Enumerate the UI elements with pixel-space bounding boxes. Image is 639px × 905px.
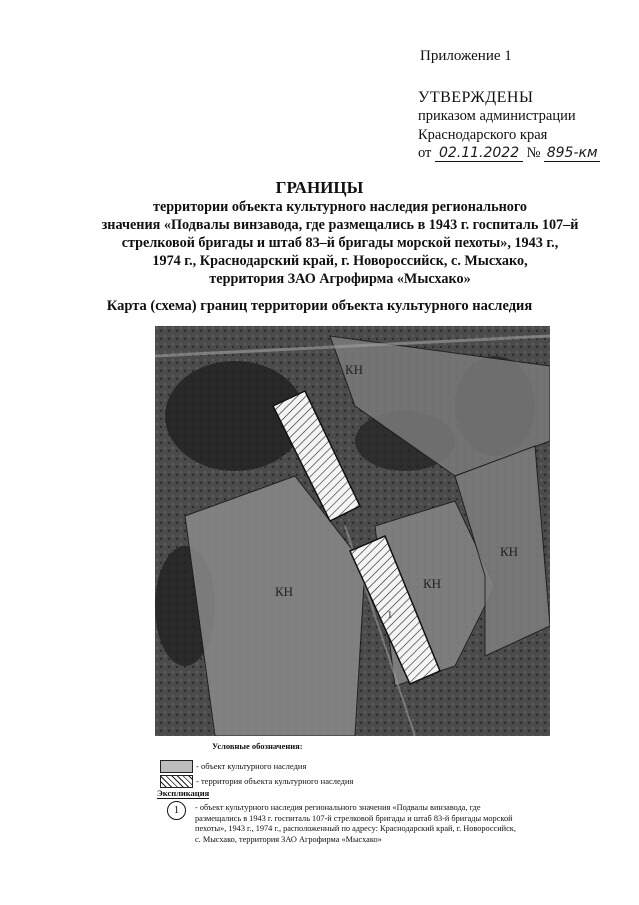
legend-object-swatch: [160, 760, 193, 773]
legend-object-label: - объект культурного наследия: [196, 761, 307, 771]
map-object-marker: 1: [387, 609, 393, 621]
explication-title: Экспликация: [157, 788, 210, 798]
explication-line: размещались в 1943 г. госпиталь 107-й стрелковой бригады и штаб 83-й бригады морской: [195, 813, 513, 823]
map-label-kn: КН: [500, 544, 519, 559]
explication-line: - объект культурного наследия регионального значения «Подвалы винзавода, где: [195, 803, 481, 812]
aerial-map-image: [155, 326, 550, 736]
subject-line: стрелковой бригады и штаб 83–й бригады морской пехоты», 1943 г.,: [121, 235, 559, 251]
date-value: 02.11.2022: [435, 145, 523, 162]
explication-text: [195, 803, 535, 845]
explication-line: с. Мысхако, территория ЗАО Агрофирма «Мысхако»: [195, 834, 382, 844]
aerial-map: [155, 326, 550, 736]
subject-line: значения «Подвалы винзавода, где размещались в 1943 г. госпиталь 107–й: [101, 217, 579, 233]
legend-territory-label: - территория объекта культурного наследия: [196, 776, 354, 786]
subject-line: территории объекта культурного наследия регионального: [152, 199, 528, 215]
map-label-kn: КН: [423, 576, 442, 591]
subject-line: территория ЗАО Агрофирма «Мысхако»: [209, 271, 471, 287]
appendix-label: Приложение 1: [420, 48, 512, 64]
order-number: 895-км: [544, 145, 600, 162]
map-caption: Карта (схема) границ территории объекта культурного наследия: [106, 298, 533, 314]
map-label-kn: КН: [345, 362, 364, 377]
legend-territory-swatch: [160, 775, 193, 788]
date-prefix: от: [418, 145, 432, 161]
explication-line: пехоты», 1943 г., 1974 г., расположенный по адресу: Краснодарский край, г. Новороссийск,: [195, 824, 516, 833]
approved-region-line: Краснодарского края: [418, 127, 548, 143]
legend-title: Условные обозначения:: [212, 741, 303, 751]
approved-title: УТВЕРЖДЕНЫ: [418, 89, 534, 106]
document-heading: ГРАНИЦЫ: [275, 178, 364, 197]
approval-date-line: [418, 145, 600, 162]
map-label-kn: КН: [275, 584, 294, 599]
number-prefix: №: [526, 145, 541, 161]
approved-by-line: приказом администрации: [418, 108, 576, 124]
territory-description: [70, 198, 610, 288]
subject-line: 1974 г., Краснодарский край, г. Новороссийск, с. Мысхако,: [152, 253, 528, 269]
explication-number: 1: [167, 801, 186, 820]
